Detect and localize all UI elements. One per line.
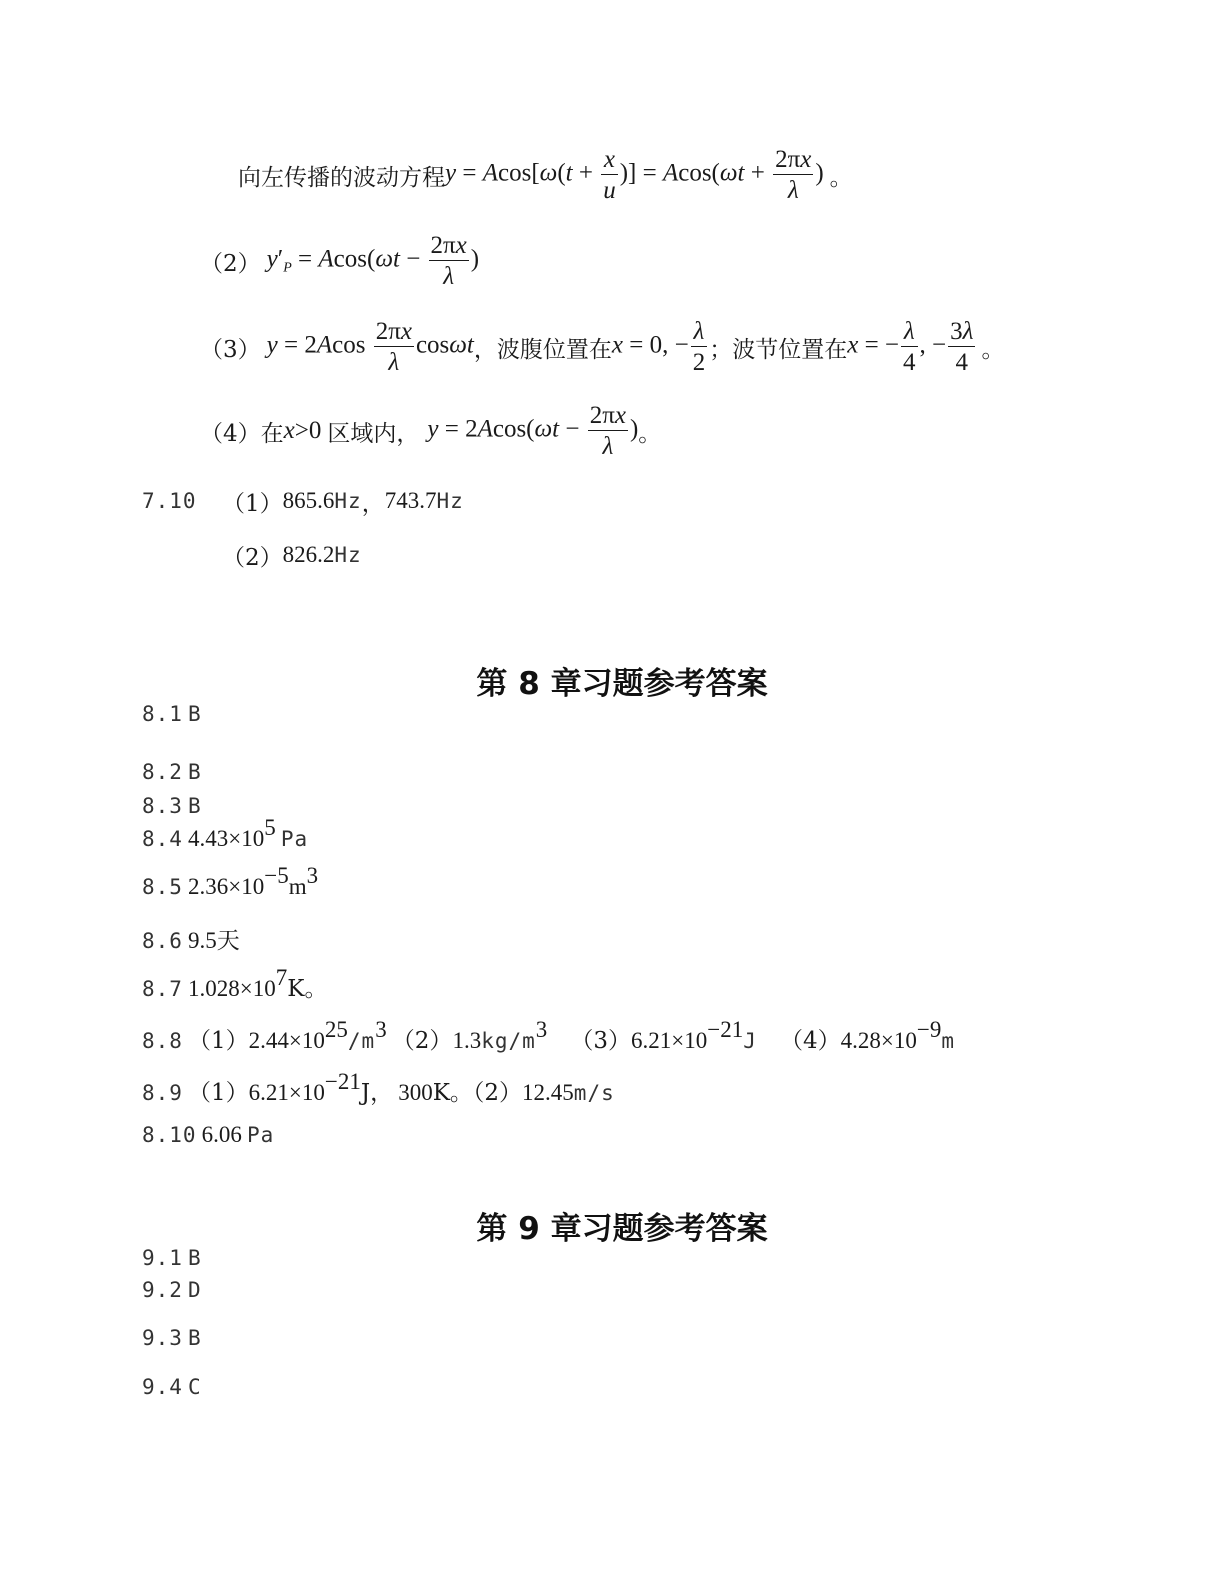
question-number: 7.10 [142, 489, 197, 513]
unit: Pa [280, 827, 309, 851]
standing-wave-formula: y = 2Acos $\frac{2\pi x}{\lambda}$ cosωt [266, 318, 474, 376]
answer-8-7 [142, 965, 328, 1003]
answer-value: 6.06 [201, 1122, 242, 1147]
answer-value: 2.36×10 [188, 874, 265, 899]
part-marker: （4） [200, 420, 261, 447]
answer-value: B [188, 1326, 202, 1350]
answer-value: D [188, 1278, 202, 1302]
wave-part3-line [200, 314, 1004, 380]
fraction-lambda-over-2: $\frac{\lambda}{2}$ [692, 318, 706, 376]
answer-8-8 [142, 1017, 955, 1055]
period-mark: 。 [981, 336, 1005, 363]
answer-9-2 [142, 1278, 202, 1302]
part-marker: （1） [188, 1080, 249, 1106]
question-number: 8.6 [142, 929, 183, 953]
answer-value: B [188, 1246, 202, 1270]
answer-8-9 [142, 1069, 615, 1107]
part-marker: （3） [570, 1028, 631, 1054]
exponent: 5 [264, 815, 276, 840]
unit-exponent: 3 [535, 1017, 548, 1042]
unit: K。 [287, 976, 328, 1002]
question-number: 8.8 [142, 1029, 183, 1053]
fraction-3lambda-over-4: $\frac{3\lambda}{4}$ [950, 318, 974, 376]
fraction-lambda-over-4: $\frac{\lambda}{4}$ [903, 318, 916, 376]
wave-part4-formula: y = 2Acos(ωt − $\frac{2\pi x}{\lambda}$ ) [427, 402, 639, 460]
exponent: 25 [324, 1017, 348, 1042]
question-number: 8.5 [142, 875, 183, 899]
comma: ， [473, 336, 497, 363]
wave-left-formula: y = Acos[ω(t + $\frac{x}{u}$ )] = Acos(ωt + $\frac{2\pi x}{\lambda}$ ) [445, 146, 824, 204]
exponent: −21 [707, 1017, 744, 1042]
answer-value: 6.21×10 [248, 1080, 325, 1105]
region-variable: x [283, 417, 295, 444]
period-mark: 。 [638, 420, 662, 447]
part-marker: （4） [779, 1028, 841, 1054]
unit: 天 [216, 928, 240, 954]
unit: m/s [573, 1081, 615, 1105]
fraction-x-over-u: $\frac{x}{u}$ [603, 146, 616, 204]
wave-left-equation-line [238, 142, 853, 208]
exponent: −5 [264, 863, 289, 888]
exponent: −9 [916, 1017, 942, 1042]
frequency-value: 865.6 [282, 488, 335, 513]
unit: Hz [334, 543, 362, 567]
wave-left-label: 向左传播的波动方程 [238, 164, 445, 191]
region-prefix: 在 [260, 420, 284, 447]
unit-exponent: 3 [306, 863, 319, 888]
question-number: 8.1 [142, 702, 183, 726]
exponent: −21 [324, 1069, 361, 1094]
question-number: 9.1 [142, 1246, 183, 1270]
region-condition: >0 [294, 417, 322, 444]
answer-value: 2.44×10 [248, 1028, 325, 1053]
answer-8-6 [142, 922, 240, 955]
separator: ， [361, 490, 385, 517]
antinode-label: 波腹位置在 [496, 336, 612, 363]
answer-value: B [188, 702, 202, 726]
question-number: 8.4 [142, 827, 183, 851]
question-number: 9.2 [142, 1278, 183, 1302]
question-number: 8.9 [142, 1081, 183, 1105]
semicolon: ； [709, 336, 733, 363]
fraction-2pix-over-lambda: $\frac{2\pi x}{\lambda}$ [375, 318, 412, 376]
chapter-8-heading: 第 8 章习题参考答案 [476, 666, 768, 702]
answer-value: 300 [398, 1080, 433, 1105]
unit: Hz [436, 489, 464, 513]
question-number: 8.10 [142, 1123, 197, 1147]
question-number: 9.3 [142, 1326, 183, 1350]
answer-9-4 [142, 1375, 202, 1399]
answer-8-2 [142, 760, 202, 784]
answer-9-3 [142, 1326, 202, 1350]
exponent: 7 [275, 965, 288, 990]
answer-8-3 [142, 794, 202, 818]
fraction-2pix-over-lambda: $\frac{2\pi x}{\lambda}$ [775, 146, 812, 204]
answer-value: 1.3 [452, 1028, 482, 1053]
unit: /m [347, 1029, 376, 1053]
wave-part4-line [200, 398, 661, 464]
answer-7-10-part2 [222, 540, 362, 570]
answer-7-10-part1 [142, 486, 464, 516]
unit: m [288, 874, 307, 899]
unit: J， [360, 1080, 394, 1106]
part-marker: （1） [188, 1028, 249, 1054]
answer-value: 4.28×10 [840, 1028, 917, 1053]
answer-value: 9.5 [188, 928, 217, 953]
unit: m [941, 1029, 955, 1053]
chapter-9-heading: 第 9 章习题参考答案 [476, 1211, 768, 1247]
fraction-2pix-over-lambda: $\frac{2\pi x}{\lambda}$ [589, 402, 626, 460]
answer-value: B [188, 794, 202, 818]
wave-part2-line [200, 228, 479, 294]
node-label: 波节位置在 [732, 336, 848, 363]
unit: Hz [334, 489, 362, 513]
fraction-2pix-over-lambda: $\frac{2\pi x}{\lambda}$ [430, 232, 467, 290]
unit-exponent: 3 [375, 1017, 387, 1042]
answer-value: B [188, 760, 202, 784]
answer-value: 1.028×10 [188, 976, 276, 1001]
answer-8-10 [142, 1122, 274, 1148]
answer-value: 6.21×10 [631, 1028, 708, 1053]
part-marker: （3） [200, 336, 261, 363]
wave-part2-formula: $y'_P = Acos(\omega t$ − $\frac{2\pi x}{\lambda}$ ) [266, 232, 480, 290]
part-marker: （2） [222, 544, 283, 571]
question-number: 9.4 [142, 1375, 183, 1399]
unit: Pa [247, 1123, 275, 1147]
node-positions: x = − $\frac{\lambda}{4}$ , − $\frac{3\lambda}{4}$ [847, 318, 974, 376]
unit: kg/m [481, 1029, 536, 1053]
question-number: 8.3 [142, 794, 183, 818]
question-number: 8.2 [142, 760, 183, 784]
answer-value: 12.45 [522, 1080, 574, 1105]
region-label: 区域内， [327, 420, 420, 447]
part-marker: （1） [222, 490, 283, 517]
answer-9-1 [142, 1246, 202, 1270]
unit: J [743, 1029, 757, 1053]
part-marker: （2） [391, 1028, 453, 1054]
unit: K。 [432, 1080, 473, 1106]
answer-value: C [188, 1375, 202, 1399]
answer-8-4 [142, 815, 309, 852]
frequency-value: 743.7 [384, 488, 437, 513]
answer-8-5 [142, 863, 319, 900]
frequency-value: 826.2 [282, 542, 335, 567]
antinode-positions: x = 0, − $\frac{\lambda}{2}$ [611, 318, 706, 376]
answer-value: 4.43×10 [188, 826, 265, 851]
period-mark: 。 [829, 164, 853, 191]
answer-8-1 [142, 702, 202, 726]
question-number: 8.7 [142, 977, 183, 1001]
part-marker: （2） [472, 1080, 523, 1106]
part-marker: （2） [200, 250, 261, 277]
